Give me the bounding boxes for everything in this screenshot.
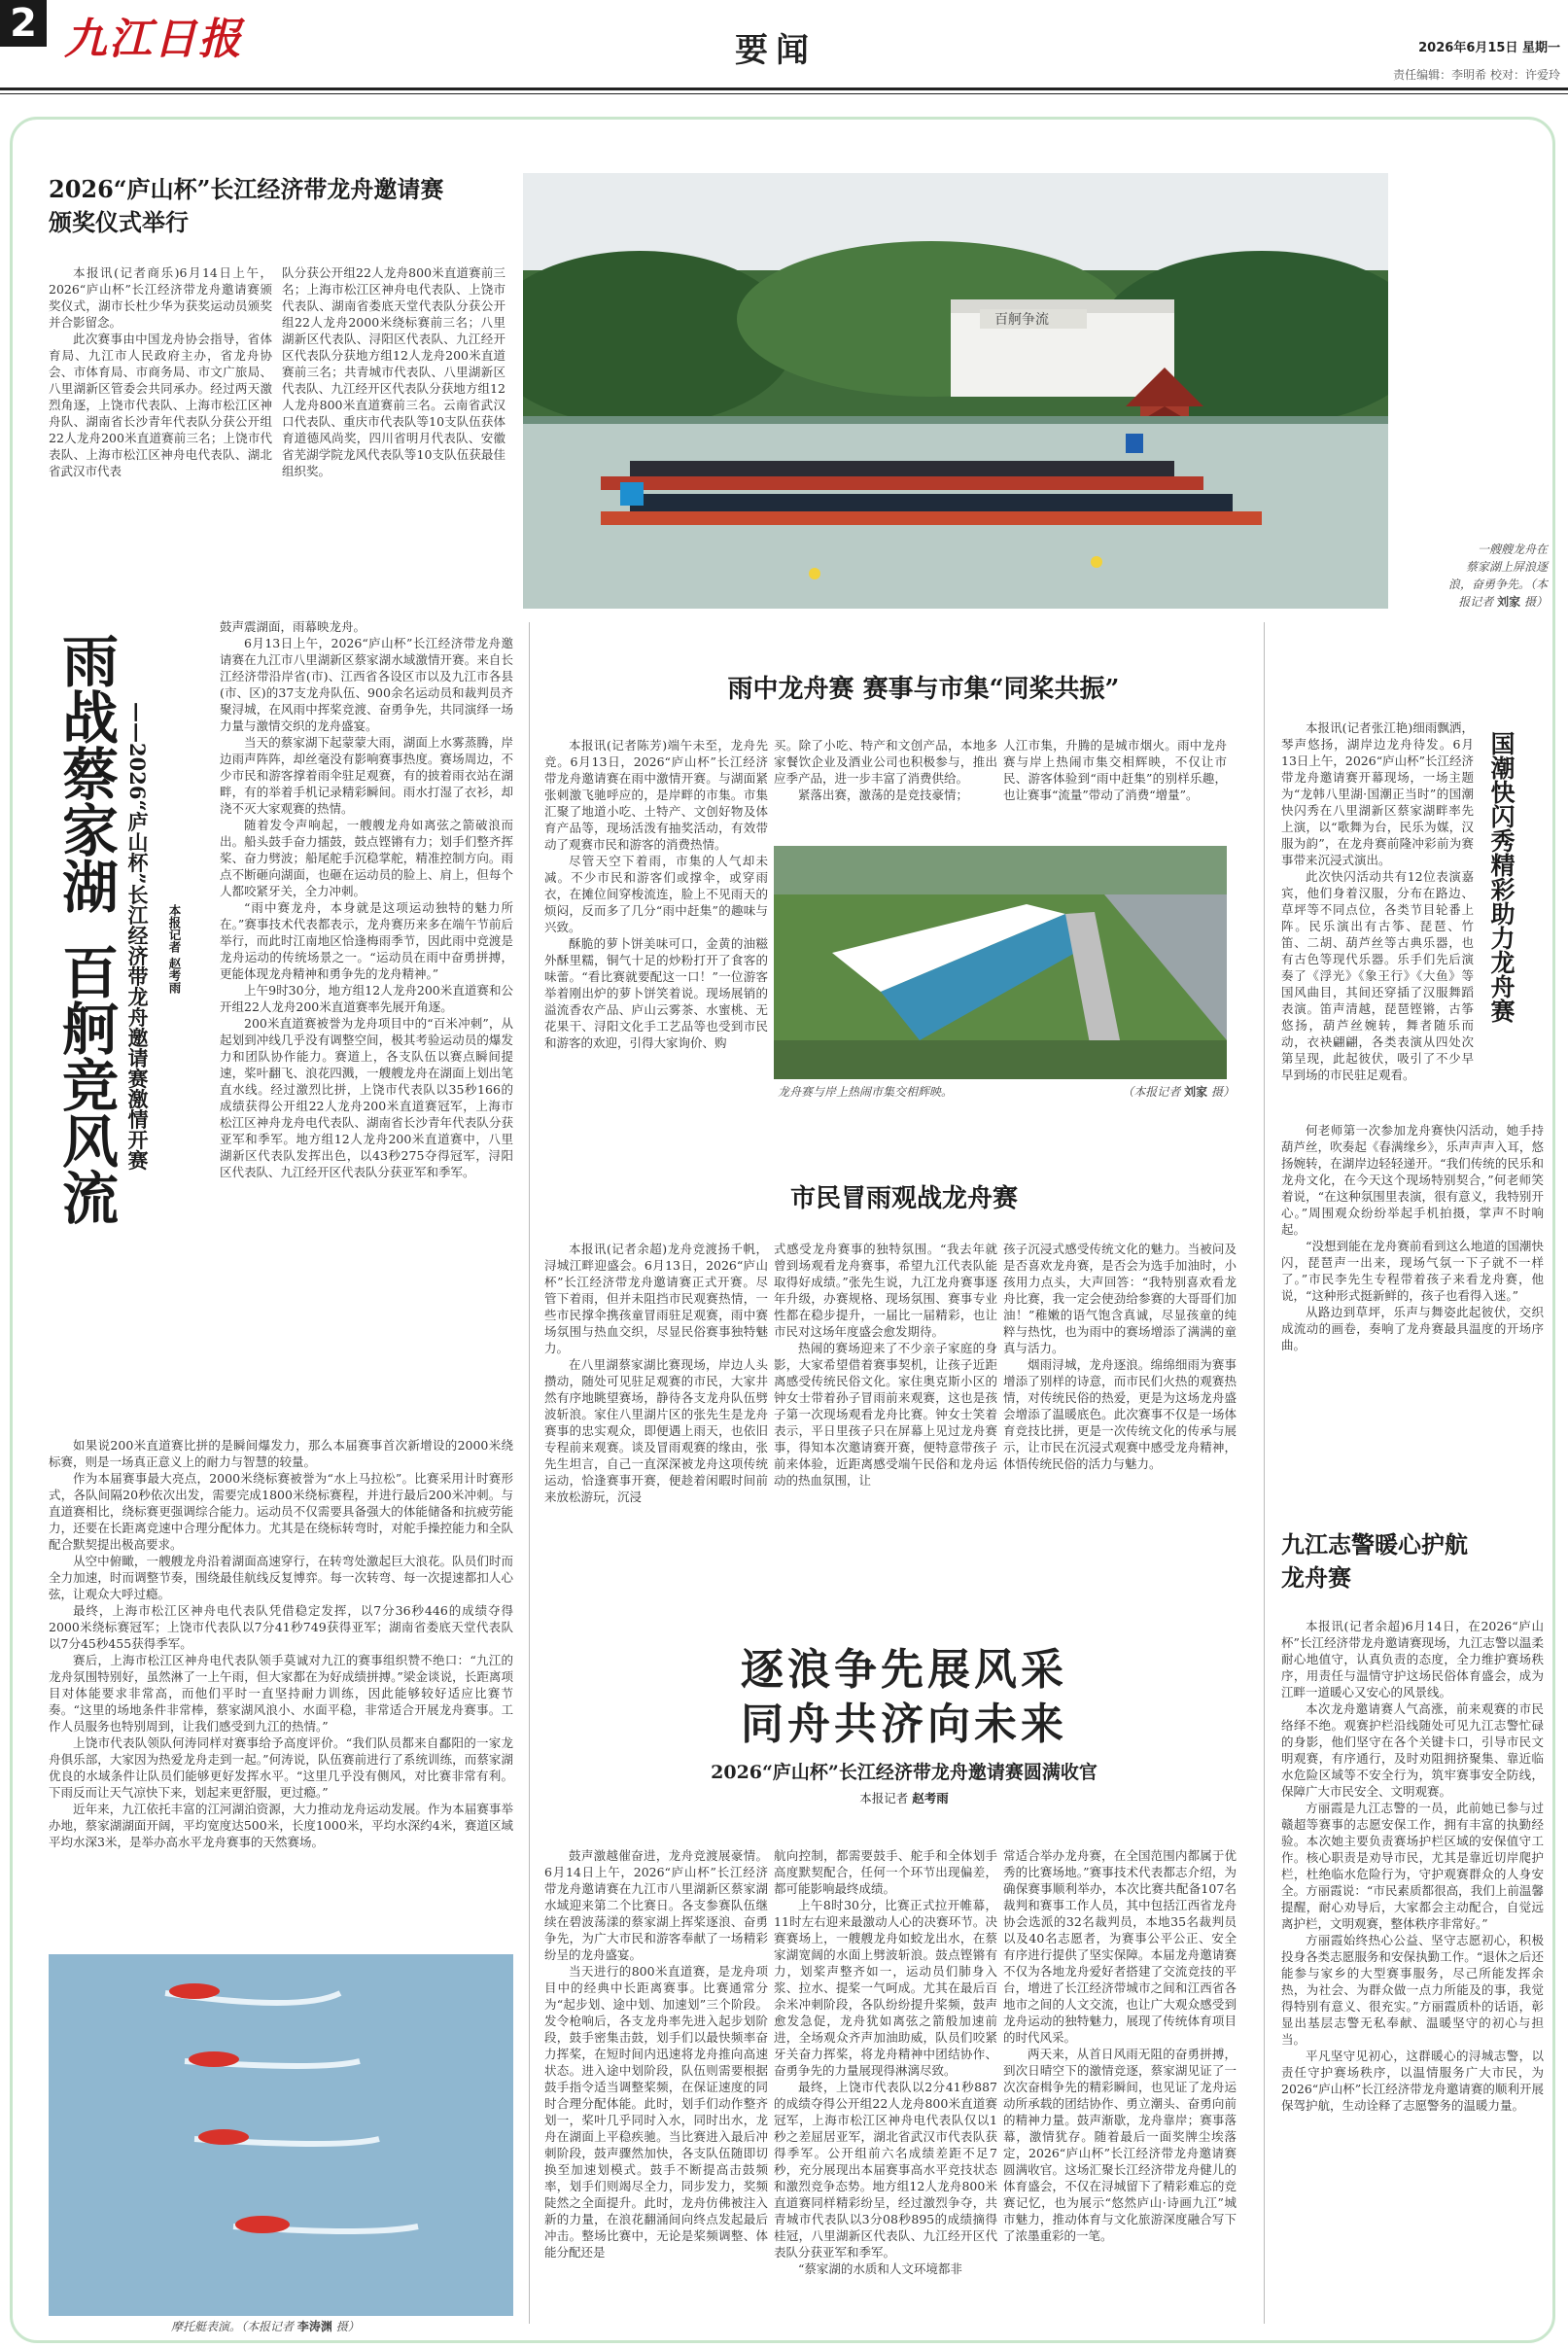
building-sign: 百舸争流: [994, 312, 1049, 328]
rain-watch-body-col3: [1003, 1241, 1237, 1591]
paragraph: 热闹的赛场迎来了不少亲子家庭的身影，大家希望借着赛事契机，让孩子近距离感受传统民俗文化。家住奥克斯小区的钟女士带着孙子冒雨前来观赛，这也是孩子第一次现场观看龙舟比赛。钟女士笑着表示，平日里孩子只在屏幕上见过龙舟赛事，得知本次邀请赛开赛，便特意带孩子前来体验，近距离感受端午民俗和龙舟运动的热血氛围，让: [774, 1341, 997, 1488]
paragraph: 本报讯(记者张江艳)细雨飘洒，琴声悠扬，湖岸边龙舟待发。6月13日上午，2026“庐山杯”长江经济带龙舟邀请赛开幕现场，一场主题为“龙韩八里湖·国潮正当时”的国潮快闪秀在八里湖新区蔡家湖畔率先上演，以“歌舞为台，民乐为媒，汉服为韵”，在龙舟赛前隆冲彩前为赛事带来沉浸式演出。: [1281, 720, 1474, 867]
market-body-col1: [544, 737, 768, 1145]
market-title-wrap: [544, 673, 1303, 706]
paragraph: 在八里湖蔡家湖比赛现场，岸边人头攒动，随处可见驻足观赛的市民，大家井然有序地眺望赛场，静待各支龙舟队伍劈波斩浪。家住八里湖片区的张先生是龙舟赛事的忠实观众，即便遇上雨天，也依旧专程前来观赛。谈及冒雨观赛的缘由，张先生坦言，自己一直深深被龙舟这项传统运动，恰逢赛事开赛，便趁着闲暇时间前来放松游玩，沉浸: [544, 1357, 768, 1504]
jetski-caption: [171, 2318, 521, 2335]
caption-line: 摄）: [1523, 595, 1548, 609]
closing-subtitle: 2026“庐山杯”长江经济带龙舟邀请赛圆满收官: [711, 1762, 1098, 1783]
photographer-name: 李涛渊: [296, 2320, 332, 2333]
caption-line: 蔡家湖上屏浪逐: [1465, 560, 1548, 574]
reporter-label: 本报记者: [167, 904, 182, 953]
paragraph: 如果说200米直道赛比拼的是瞬间爆发力，那么本届赛事首次新增设的2000米绕标赛，则是一场真正意义上的耐力与智慧的较量。: [49, 1438, 513, 1469]
paragraph: 最终，上海市松江区神舟电代表队凭借稳定发挥，以7分36秒446的成绩夺得2000米绕标赛冠军；上饶市代表队以7分41秒749获得亚军；湖南省娄底天堂代表队以7分45秒455获得季军。: [49, 1603, 513, 1651]
closing-title-line2: 同舟共济向未来: [741, 1700, 1067, 1749]
rain-battle-title-part2: 百舸竞风流: [52, 943, 119, 1225]
paragraph: 队分获公开组22人龙舟800米直道赛前三名；上海市松江区神舟电代表队、上饶市代表队、湖南省娄底天堂代表队分获公开组22人龙舟2000米绕标赛前三名；八里湖新区代表队、浔阳区代表队、九江经开区代表队分获地方组12人龙舟200米直道赛前三名；共青城市代表队、八里湖新区代表队、九江经开区代表队分获地方组12人龙舟800米直道赛前三名。云南省武汉口代表队、重庆市代表队等10支队伍获体育道德风尚奖，四川省明月代表队、安徽省芜湖学院龙风代表队等10支队伍获最佳组织奖。: [282, 265, 505, 478]
paragraph: 随着发令声响起，一艘艘龙舟如离弦之箭破浪而出。船头鼓手奋力擂鼓，鼓点铿锵有力；划手们整齐挥桨、奋力劈波；船尾舵手沉稳掌舵，精准控制方向。雨点不断砸向湖面，也砸在运动员的脸上、肩上，但每个人都咬紧牙关，全力冲刺。: [220, 818, 513, 898]
market-body-col3: [1003, 737, 1227, 844]
paragraph: “雨中赛龙舟，本身就是这项运动独特的魅力所在。”赛事技术代表都表示，龙舟赛历来多在端午节前后举行，而此时江南地区恰逢梅雨季节，因此雨中竞渡是龙舟运动的传统场景之一。“运动员在雨中奋勇拼搏，更能体现龙舟精神和勇争先的龙舟精神。”: [220, 900, 513, 981]
rain-battle-title-part1: 雨战蔡家湖: [52, 632, 119, 914]
paragraph: 从路边到草坪，乐声与舞姿此起彼伏，交织成流动的画卷，奏响了龙舟赛最具温度的开场序曲。: [1281, 1305, 1544, 1352]
paragraph: 买。除了小吃、特产和文创产品，本地多家餐饮企业及酒业公司也积极参与，推出应季产品，进一步丰富了消费供给。: [774, 738, 997, 786]
paragraph: 鼓声激越催奋进，龙舟竞渡展豪情。6月14日上午，2026“庐山杯”长江经济带龙舟邀请赛在九江市八里湖新区蔡家湖水域迎来第二个比赛日。各支参赛队伍继续在碧波荡漾的蔡家湖上挥桨逐浪、奋勇争先，为广大市民和游客奉献了一场精彩纷呈的龙舟盛宴。: [544, 1848, 768, 1962]
issue-date: 2026年6月15日 星期一: [1418, 41, 1560, 55]
guochao-title: 国潮快闪秀精彩助力龙舟赛: [1487, 731, 1516, 1023]
reporter-name: 赵考雨: [167, 957, 182, 994]
photographer-name: 刘家: [1184, 1085, 1208, 1099]
rain-battle-byline: [165, 904, 183, 1099]
caption-line: （本报记者: [1122, 1085, 1181, 1099]
paragraph: 近年来，九江依托丰富的江河湖泊资源，大力推动龙舟运动发展。作为本届赛事举办地，蔡家湖湖面开阔，平均宽度达500米，长度1000米，平均水深约4米，赛道区域平均水深3米，是举办高水平龙舟赛事的天然赛场。: [49, 1802, 513, 1849]
market-scene: [774, 846, 1227, 1079]
column-divider: [529, 622, 530, 2324]
paragraph: 本报讯(记者余超)龙舟竞渡扬千帆，浔城江畔迎盛会。6月13日，2026“庐山杯”长江经济带龙舟邀请赛正式开赛。尽管下着雨，但并未阻挡市民观赛热情，一些市民撑伞携孩童冒雨驻足观赛，雨中赛场氛围与热血交织，尽显民俗赛事独特魅力。: [544, 1242, 768, 1355]
ceremony-body-col1: [49, 264, 272, 585]
closing-body-col2: [774, 1847, 997, 2326]
paragraph: 本报讯(记者陈芳)端午未至，龙舟先竞。6月13日，2026“庐山杯”长江经济带龙舟邀请赛在雨中激情开赛。与湖面紧张刺激飞驰呼应的，是岸畔的市集。市集汇聚了地道小吃、土特产、文创好物及体育产品等，现场活泼有抽奖活动，有效带动了观赛市民和游客的消费热情。: [544, 738, 768, 852]
page-number: 2: [0, 0, 47, 47]
reporter-name: 赵考雨: [912, 1791, 949, 1805]
ceremony-title-line1: 2026“庐山杯”长江经济带龙舟邀请赛: [49, 175, 444, 203]
paragraph: 6月13日上午，2026“庐山杯”长江经济带龙舟邀请赛在九江市八里湖新区蔡家湖水域激情开赛。来自长江经济带沿岸省(市)、江西省各设区市以及九江市各县(市、区)的37支龙舟队伍、900余名运动员和裁判员齐聚浔城，在风雨中挥桨竞渡、奋勇争先，共同演绎一场力量与激情交织的龙舟盛宴。: [220, 636, 513, 733]
reporter-label: 本报记者: [859, 1791, 909, 1805]
newspaper-logo: 九江日报: [64, 15, 243, 64]
market-caption-left: 龙舟赛与岸上热闹市集交相辉映。: [778, 1085, 954, 1099]
paragraph: 烟雨浔城，龙舟逐浪。绵绵细雨为赛事增添了别样的诗意，而市民们火热的观赛热情，对传统民俗的热爱，更是为这场龙舟盛会增添了温暖底色。此次赛事不仅是一场体育竞技比拼，更是一次传统文化的传承与展示，让市民在沉浸式观赛中感受龙舟精神，体悟传统民俗的活力与魅力。: [1003, 1357, 1237, 1471]
rain-watch-title-wrap: [544, 1182, 1264, 1215]
paragraph: “蔡家湖的水质和人文环境都非: [798, 2261, 962, 2276]
guochao-body-cont: [1281, 1122, 1544, 1511]
paragraph: 从空中俯瞰，一艘艘龙舟沿着湖面高速穿行，在转弯处激起巨大浪花。队员们时而全力加速，时而调整节奏，围绕最佳航线反复博弈。每一次转弯、每一次提速都扣人心弦，让观众大呼过瘾。: [49, 1554, 513, 1601]
closing-body-col3: [1003, 1847, 1237, 2326]
paragraph: 作为本届赛事最大亮点，2000米绕标赛被誉为“水上马拉松”。比赛采用计时赛形式，各队间隔20秒依次出发，需要完成1800米绕标赛程，并进行最后200米冲刺。与直道赛相比，绕标赛更强调综合能力。运动员不仅需要具备强大的体能储备和抗疲劳能力，还要在长距离竞速中合理分配体力。尤其是在绕标转弯时，对舵手操控能力和全队配合默契提出极高要求。: [49, 1471, 513, 1552]
closing-title-line1: 逐浪争先展风采: [741, 1645, 1067, 1695]
caption-line: 摄）: [335, 2320, 360, 2333]
market-caption-right: [1069, 1083, 1235, 1101]
paragraph: 何老师第一次参加龙舟赛快闪活动，她手持葫芦丝，吹奏起《春满缘乡》，乐声声声入耳，悠扬婉转，在湖岸边轻轻递开。“我们传统的民乐和龙舟文化，在今天这个现场特别契合，”何老师笑着说，“在这种氛围里表演，很有意义，我特别开心。”周围观众纷纷举起手机拍摄，掌声不时响起。: [1281, 1123, 1544, 1237]
jetski-scene: [49, 1954, 513, 2316]
ceremony-title-line2: 颁奖仪式举行: [49, 208, 189, 236]
paragraph: 此次快闪活动共有12位表演嘉宾，他们身着汉服，分布在路边、草坪等不同点位，各类节目轮番上阵。民乐演出有古筝、琵琶、竹笛、二胡、葫芦丝等古典乐器，也有古色等现代乐器。乐手们先后演奏了《浮光》《象王行》《大鱼》等国风曲目，其间还穿插了汉服舞蹈表演。笛声清越，琵琶铿锵，古筝悠扬，葫芦丝婉转，舞者随乐而动，衣袂翩翩，各类表演从四处次第呈现，此起彼伏，吸引了不少早早到场的市民驻足观看。: [1281, 869, 1474, 1082]
paragraph: 鼓声震湖面，雨幕映龙舟。: [220, 619, 366, 634]
paragraph: 200米直道赛被誉为龙舟项目中的“百米冲刺”，从起划到冲线几乎没有调整空间，极其考验运动员的爆发力和团队协作能力。赛道上，各支队伍以赛点瞬间提速，桨叶翻飞、浪花四溅，一艘艘龙舟在湖面上划出笔直水线。经过激烈比拼，上饶市代表队以35秒166的成绩获得公开组22人龙舟200米直道赛冠军，上海市松江区神舟龙舟电代表队、湖南省长沙青年代表队分获亚军和季军。地方组12人龙舟200米直道赛中，八里湖新区代表队发挥出色，以43秒275夺得冠军，浔阳区代表队、九江经开区代表队分获亚军和季军。: [220, 1016, 513, 1179]
rain-battle-body-col1: [220, 618, 513, 1425]
paragraph: 尽管天空下着雨，市集的人气却未减。不少市民和游客们或撑伞，或穿雨衣，在摊位间穿梭流连，脸上不见雨天的烦闷，反而多了几分“雨中赶集”的趣味与兴致。: [544, 854, 768, 934]
header-rule-thin: [0, 93, 1568, 94]
paragraph: 最终，上饶市代表队以2分41秒887的成绩夺得公开组22人龙舟800米直道赛冠军，上海市松江区神舟电代表队仅以1秒之差屈居亚军，湖北省武汉市代表队获得季军。公开组前六名成绩差距不足7秒，充分展现出本届赛事高水平竞技状态和激烈竞争态势。地方组12人龙舟800米直道赛同样精彩纷呈，经过激烈争夺，共青城市代表队以3分08秒895的成绩摘得桂冠，八里湖新区代表队、九江经开区代表队分获亚军和季军。: [774, 2080, 997, 2260]
paragraph: 孩子沉浸式感受传统文化的魅力。当被问及是否喜欢龙舟赛，是否会为选手加油时，小孩用力点头，大声回答：“我特别喜欢看龙舟比赛，我一定会使劲给参赛的大哥哥们加油！”稚嫩的语气饱含真诚，尽显孩童的纯粹与热忱，也为雨中的赛场增添了满满的童真与活力。: [1003, 1242, 1237, 1355]
paragraph: 式感受龙舟赛事的独特氛围。“我去年就曾到场观看龙舟赛事，希望九江代表队能取得好成绩。”张先生说，九江龙舟赛事逐年升级，办赛规格、现场氛围、赛事专业性都在稳步提升，一届比一届精彩，也让市民对这场年度盛会愈发期待。: [774, 1242, 997, 1339]
caption-line: 摄）: [1210, 1085, 1235, 1099]
paragraph: 上饶市代表队领队何涛同样对赛事给予高度评价。“我们队员都来自鄱阳的一家龙舟俱乐部，大家因为热爱龙舟走到一起。”何涛说，队伍赛前进行了系统训练，而蔡家湖优良的水域条件让队员们能够更好发挥水平。“这里几乎没有侧风，对比赛非常有利。下雨反而让天气凉快下来，划起来更舒服，更过瘾。”: [49, 1735, 513, 1800]
market-photo: [774, 846, 1227, 1079]
editor-credits: 责任编辑：李明希 校对：许爱玲: [1393, 68, 1560, 82]
police-title-wrap: [1281, 1528, 1544, 1595]
rain-battle-body-col2: [49, 1437, 513, 1943]
paragraph: 两天来，从首日风雨无阻的奋勇拼搏，到次日晴空下的激情竞逐，蔡家湖见证了一次次奋楫争先的精彩瞬间，也见证了龙舟运动所承载的团结协作、勇立潮头、奋勇向前的精神力量。鼓声渐歇，龙舟靠岸；赛事落幕，激情犹存。随着最后一面奖牌尘埃落定，2026“庐山杯”长江经济带龙舟邀请赛圆满收官。这场汇聚长江经济带龙舟健儿的体育盛会，不仅在浔城留下了精彩难忘的竞赛记忆，也为展示“悠然庐山·诗画九江”城市魅力，推动体育与文化旅游深度融合写下了浓墨重彩的一笔。: [1003, 2047, 1237, 2243]
paragraph: 上午8时30分，比赛正式拉开帷幕，11时左右迎来最激动人心的决赛环节。决赛赛场上，一艘艘龙舟如蛟龙出水，在蔡家湖宽阔的水面上劈波斩浪。鼓点铿锵有力，划桨声整齐如一，运动员们肺身入浆、拉水、提桨一气呵成。尤其在最后百余米冲刺阶段，各队纷纷提升桨频，鼓声愈发急促，龙舟犹如离弦之箭般加速前进，全场观众齐声加油助威，队员们咬紧牙关奋力挥桨，将龙舟精神中团结协作、奋勇争先的力量展现得淋漓尽致。: [774, 1898, 997, 2078]
closing-headline: [544, 1643, 1264, 1806]
rain-battle-subtitle: ——2026“庐山杯”长江经济带龙舟邀请赛激情开赛: [125, 702, 150, 1171]
section-title: 要闻: [735, 31, 817, 70]
paragraph: 紧落出赛，激荡的是竞技豪情；: [798, 788, 969, 802]
caption-line: 一艘艘龙舟在: [1477, 543, 1548, 556]
market-body-col2: [774, 737, 997, 844]
column-divider: [1264, 622, 1265, 2324]
paragraph: “没想到能在龙舟赛前看到这么地道的国潮快闪，琵琶声一出来，现场气氛一下子就不一样了。”市民李先生专程带着孩子来看龙舟赛，他说，“这种形式挺新鲜的，孩子也看得入迷。”: [1281, 1239, 1544, 1303]
paragraph: 方丽霞始终热心公益、坚守志愿初心，积极投身各类志愿服务和安保执勤工作。“退休之后还能参与家乡的大型赛事服务，尽己所能发挥余热，为社会、为群众做一点力所能及的事，我觉得特别有意义、很充实。”方丽霞质朴的话语，彰显出基层志警无私奉献、温暖坚守的初心与担当。: [1281, 1933, 1544, 2047]
paragraph: 本报讯(记者余超)6月14日，在2026“庐山杯”长江经济带龙舟邀请赛现场，九江志警以温柔耐心地值守，认真负责的态度，全力维护赛场秩序，用责任与温情守护这场民俗体育盛会，成为江畔一道暖心又安心的风景线。: [1281, 1619, 1544, 1700]
paragraph: 本报讯(记者商乐)6月14日上午，2026“庐山杯”长江经济带龙舟邀请赛颁奖仪式，湖市长杜少华为获奖运动员颁奖并合影留念。: [49, 265, 272, 330]
paragraph: 此次赛事由中国龙舟协会指导，省体育局、九江市人民政府主办，省龙舟协会、市体育局、市商务局、市文广旅局、八里湖新区管委会共同承办。经过两天激烈角逐，上饶市代表队、上海市松江区神舟队、湖南省长沙青年代表队分获公开组22人龙舟200米直道赛前三名；上饶市代表队、上海市松江区神舟电代表队、湖北省武汉市代表: [49, 332, 272, 478]
caption-line: 报记者: [1458, 595, 1494, 609]
paragraph: 方丽霞是九江志警的一员，此前她已参与过赣超等赛事的志愿安保工作，拥有丰富的执勤经验。本次她主要负责赛场护栏区域的安保值守工作。核心职责是劝导市民，尤其是靠近切岸爬护栏，杜绝临水危险行为，守护观赛群众的人身安全。方丽霞说：“市民素质都很高，我们上前温馨提醒，耐心劝导后，大家都会主动配合，自觉远离护栏，文明观赛，整体秩序非常好。”: [1281, 1801, 1544, 1931]
closing-body-col1: [544, 1847, 768, 2326]
paragraph: 上午9时30分，地方组12人龙舟200米直道赛和公开组22人龙舟200米直道赛率先展开角逐。: [220, 983, 513, 1014]
paragraph: 人江市集，升腾的是城市烟火。雨中龙舟赛与岸上热闹市集交相辉映，不仅让市民、游客体验到“雨中赶集”的别样乐趣，也让赛事“流量”带动了消费“增量”。: [1003, 738, 1227, 802]
closing-byline: [544, 1789, 1264, 1806]
police-body: [1281, 1618, 1544, 2328]
police-title-line1: 九江志警暖心护航: [1281, 1530, 1468, 1559]
rain-watch-body-col2: [774, 1241, 997, 1591]
paragraph: 当天的蔡家湖下起蒙蒙大雨，湖面上水雾蒸腾，岸边雨声阵阵，却丝毫没有影响赛事热度。赛场周边，不少市民和游客撑着雨伞驻足观赛，有的披着雨衣站在湖畔，有的举着手机记录精彩瞬间。雨水打湿了衣衫，却浇不灭大家观赛的热情。: [220, 735, 513, 816]
paragraph: 当天进行的800米直道赛，是龙舟项目中的经典中长距离赛事。比赛通常分为“起步划、途中划、加速划”三个阶段。发令枪响后，各支龙舟率先进入起步划阶段，鼓手密集击鼓，划手们以最快频率奋力挥桨，在短时间内迅速将龙舟推向高速状态。进入途中划阶段，队伍则需要根据鼓手指令适当调整桨频，在保证速度的同时合理分配体能。此时，划手们动作整齐划一，桨叶几乎同时入水，同时出水，龙舟在湖面上平稳疾驰。当比赛进入最后冲刺阶段，鼓声骤然加快，各支队伍随即切换至加速划模式。鼓手不断提高击鼓频率，划手们则竭尽全力，同步发力，奖频陡然之全面提升。此时，龙舟仿佛被注入新的力量，在浪花翻涌间向终点发起最后冲击。整场比赛中，无论是桨频调整、体能分配还是: [544, 1964, 768, 2260]
rain-watch-title: 市民冒雨观战龙舟赛: [789, 1184, 1018, 1213]
paragraph: 赛后，上海市松江区神舟电代表队领手莫诚对九江的赛事组织赞不绝口：“九江的龙舟氛围特别好，虽然淋了一上午雨，但大家都在为好成绩拼搏。”梁金谈说，长距离项目对体能要求非常高，而他们平时一直坚持耐力训练，因此能够较好适应比赛节奏。“这里的场地条件非常棒，蔡家湖风浪小、水面平稳，非常适合开展龙舟赛事。工作人员服务也特别周到，让我们感受到九江的热情。”: [49, 1653, 513, 1734]
rain-battle-title: [54, 632, 117, 1293]
paragraph: 常适合举办龙舟赛，在全国范围内都属于优秀的比赛场地。”赛事技术代表都志介绍，为确保赛事顺利举办，本次比赛共配备107名裁判和赛事工作人员，其中包括江西省龙舟协会选派的32名裁判员，本地35名裁判员以及40名志愿者，为赛事公平公正、安全有序进行提供了坚实保障。本届龙舟邀请赛不仅为各地龙舟爱好者搭建了交流竞技的平台，增进了长江经济带城市之间和江西省各地市之间的人文交流，也让广大观众感受到龙舟运动的独特魅力，展现了传统体育项目的时代风采。: [1003, 1848, 1237, 2045]
main-photo-caption: [1392, 541, 1548, 611]
caption-line: 摩托艇表演。（本报记者: [171, 2320, 295, 2333]
dragon-boat-photo: [523, 173, 1388, 609]
police-title-line2: 龙舟赛: [1281, 1563, 1351, 1592]
paragraph: 航向控制，都需要鼓手、舵手和全体划手高度默契配合，任何一个环节出现偏差，都可能影响最终成绩。: [774, 1848, 997, 1896]
ceremony-article: [49, 173, 505, 239]
market-title: 雨中龙舟赛 赛事与市集“同桨共振”: [727, 675, 1120, 704]
paragraph: 平凡坚守见初心，这群暖心的浔城志警，以责任守护赛场秩序，以温情服务广大市民，为2026“庐山杯”长江经济带龙舟邀请赛的顺利开展保驾护航，生动诠释了志愿警务的温暖力量。: [1281, 2049, 1544, 2113]
header-rule: [0, 88, 1568, 90]
jetski-photo: [49, 1954, 513, 2316]
ceremony-body-col2: [282, 264, 505, 585]
caption-line: 浪，奋勇争先。（本: [1447, 578, 1548, 591]
dragon-boat-scene: [523, 173, 1388, 609]
rain-watch-body-col1: [544, 1241, 768, 1591]
photographer-name: 刘家: [1497, 595, 1521, 609]
paragraph: 酥脆的萝卜饼美味可口，金黄的油糍外酥里糯，铜气十足的炒粉打开了食客的味蕾。“看比赛就要配这一口！”一位游客举着刚出炉的萝卜饼笑着说。现场展销的溢流香农产品、庐山云雾茶、水蜜桃、无花果干、浔阳文化手工艺品等也受到市民和游客的欢迎，引得大家询价、购: [544, 936, 768, 1050]
paragraph: 本次龙舟邀请赛人气高涨，前来观赛的市民络绎不绝。观赛护栏沿线随处可见九江志警忙碌的身影，他们坚守在各个关键卡口，引导市民文明观赛，有序通行，及时劝阻拥挤聚集、靠近临水危险区域等不安全行为，筑牢赛事安全防线，保障广大市民安全、文明观赛。: [1281, 1701, 1544, 1799]
